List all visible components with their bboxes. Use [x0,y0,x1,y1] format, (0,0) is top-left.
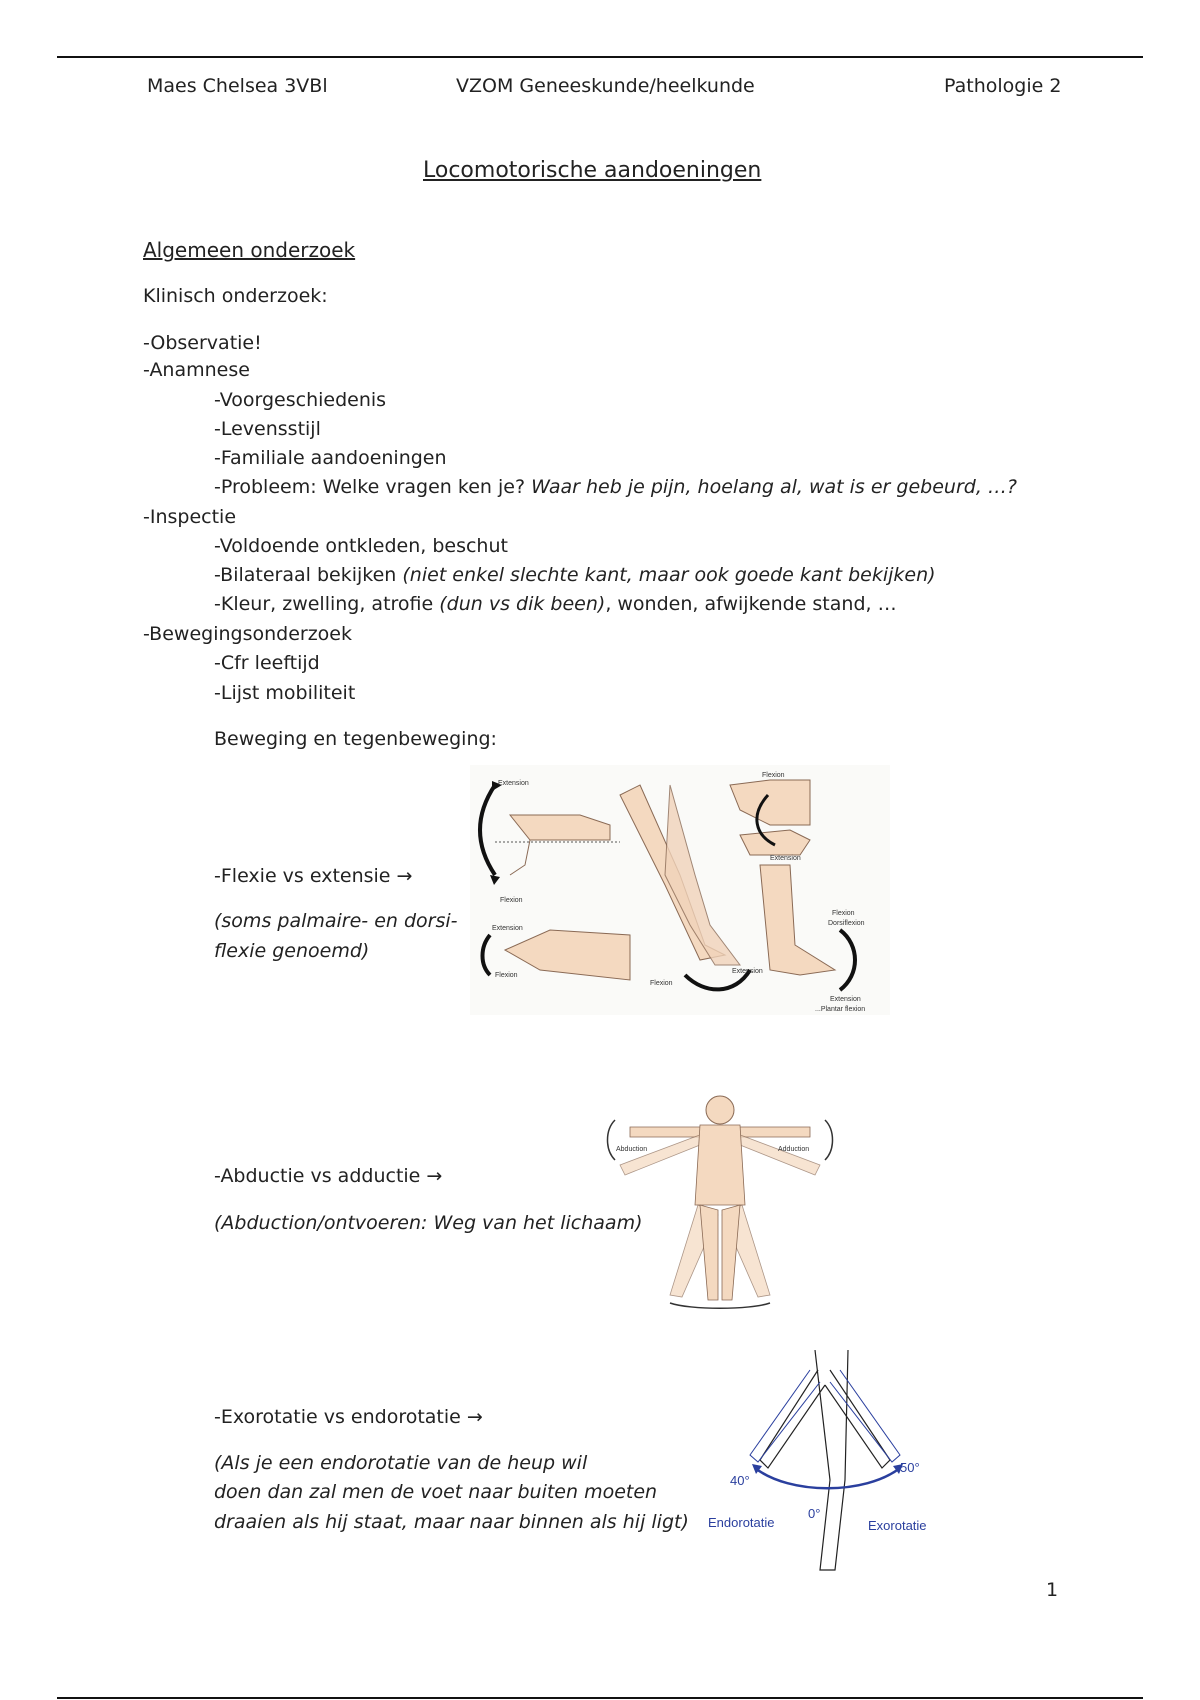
list-item: -Inspectie [143,506,237,528]
label-extension-foot: Extension [830,996,861,1003]
movement-note: draaien als hij staat, maar naar binnen als hij ligt) [214,1511,689,1533]
list-item: -Observatie! [143,332,262,354]
label-flexion-elbow: Flexion [762,772,785,779]
kleur-text-end: , wonden, afwijkende stand, … [605,593,897,615]
movement-note: (soms palmaire- en dorsi- [214,910,458,932]
abduction-adduction-illustration [600,1085,840,1310]
movement-note: (Abduction/ontvoeren: Weg van het lichaam) [214,1212,643,1234]
list-item: -Lijst mobiliteit [214,682,356,704]
header-author: Maes Chelsea 3VBl [147,75,328,97]
list-item: -Anamnese [143,359,250,381]
list-item: -Cfr leeftijd [214,652,320,674]
kleur-text: -Kleur, zwelling, atrofie [214,593,440,615]
list-item: -Bewegingsonderzoek [143,623,352,645]
flexion-extension-illustration [470,765,890,1015]
movement-label-abduction: -Abductie vs adductie → [214,1165,443,1187]
section-subheading: Klinisch onderzoek: [143,285,328,307]
label-extension-elbow: Extension [770,855,801,862]
probleem-italic: Waar heb je pijn, hoelang al, wat is er gebeurd, …? [531,476,1017,498]
list-item: -Voorgeschiedenis [214,389,387,411]
label-endorotatie: Endorotatie [708,1515,775,1530]
label-plantar-flexion: ...Plantar flexion [815,1006,866,1013]
label-flexion-top: Flexion [500,897,523,904]
label-angle-40: 40° [730,1473,750,1488]
list-item: -Familiale aandoeningen [214,447,447,469]
list-item: Beweging en tegenbeweging: [214,728,497,750]
label-flexion-knee: Flexion [650,980,673,987]
movement-note: doen dan zal men de voet naar buiten moeten [214,1481,658,1503]
page-number: 1 [1046,1579,1059,1601]
label-angle-50: 50° [900,1460,920,1475]
rotation-illustration [700,1350,950,1575]
probleem-text: -Probleem: Welke vragen ken je? [214,476,532,498]
movement-note: flexie genoemd) [214,940,370,962]
list-item: -Voldoende ontkleden, beschut [214,535,508,557]
label-flexion-bottom: Flexion [495,972,518,979]
label-extension-bottom: Extension [492,925,523,932]
label-adduction: Adduction [778,1146,810,1153]
header-course: VZOM Geneeskunde/heelkunde [456,75,755,97]
kleur-italic: (dun vs dik been) [439,593,606,615]
movement-label-flexion: -Flexie vs extensie → [214,865,413,887]
movement-label-rotation: -Exorotatie vs endorotatie → [214,1406,483,1428]
page-title: Locomotorische aandoeningen [423,158,762,183]
label-extension-top: Extension [498,780,529,787]
list-item [214,475,1017,499]
list-item [214,592,897,616]
bilateraal-text: -Bilateraal bekijken [214,564,403,586]
list-item: -Levensstijl [214,418,321,440]
label-dorsiflexion: Dorsiflexion [828,920,865,927]
label-extension-knee: Extension [732,968,763,975]
label-flexion-foot: Flexion [832,910,855,917]
section-heading: Algemeen onderzoek [143,238,356,262]
label-exorotatie: Exorotatie [868,1518,927,1533]
list-item [214,563,936,587]
header-subject: Pathologie 2 [944,75,1062,97]
movement-note: (Als je een endorotatie van de heup wil [214,1452,588,1474]
bottom-rule [57,1697,1143,1699]
bilateraal-italic: (niet enkel slechte kant, maar ook goede kant bekijken) [402,564,936,586]
top-rule [57,56,1143,58]
label-abduction: Abduction [616,1146,648,1153]
label-angle-0: 0° [808,1506,821,1521]
